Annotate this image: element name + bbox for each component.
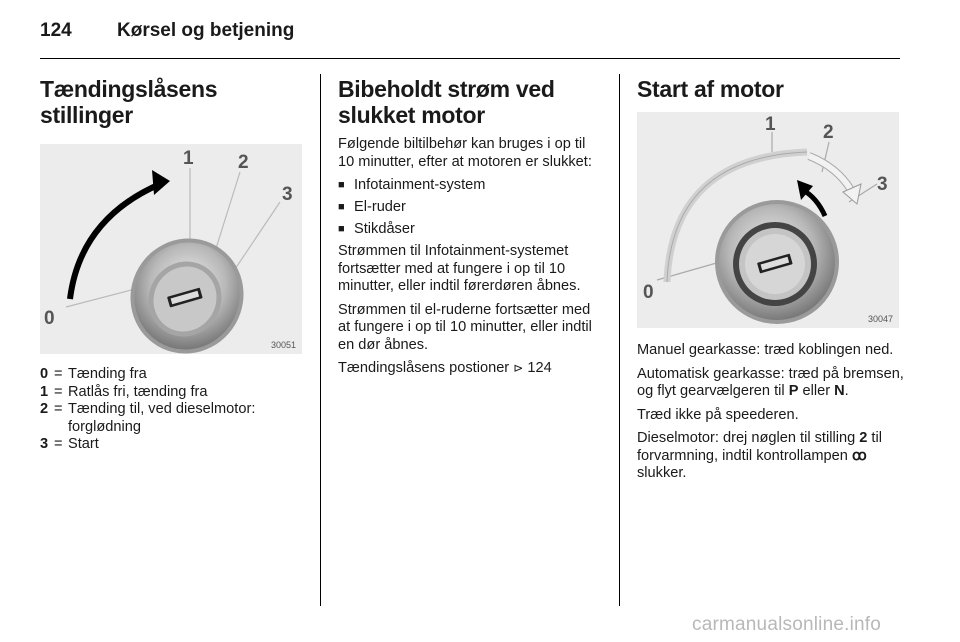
- figure1-label-3: 3: [282, 184, 293, 205]
- legend-key: 1: [40, 383, 49, 400]
- legend-text: Start: [68, 436, 99, 452]
- legend-row: [40, 366, 302, 384]
- bullet-marker: ■: [338, 179, 345, 191]
- column-divider-1: [320, 74, 321, 606]
- reference-arrow-icon: ⊳: [513, 361, 524, 375]
- gear-n: N: [834, 383, 845, 399]
- bullet-marker: ■: [338, 223, 345, 235]
- ignition-lock-figure: [40, 144, 302, 354]
- accessories-list: [338, 177, 600, 239]
- legend-equals: =: [54, 436, 63, 452]
- cross-reference-text: Tændingslåsens postioner: [338, 360, 510, 376]
- section-title-ignition-positions: Tændingslåsens stillinger: [40, 76, 218, 128]
- list-item-text: Infotainment-system: [354, 177, 486, 193]
- figure2-label-3: 3: [877, 174, 888, 195]
- legend-text: Tænding til, ved dieselmotor: forglødning: [68, 401, 256, 435]
- legend-text: Tænding fra: [68, 366, 147, 382]
- chapter-title: Kørsel og betjening: [117, 20, 295, 41]
- manual-gearbox-text: Manuel gearkasse: træd koblingen ned.: [637, 342, 894, 358]
- legend-row: [40, 384, 302, 402]
- watermark: carmanualsonline.info: [692, 614, 882, 635]
- automatic-gearbox-text-start: Automatisk gearkasse: træd på bremsen, og flyt gearvælgeren til: [637, 365, 904, 399]
- figure2-code: 30047: [867, 314, 893, 324]
- column-engine-start: [637, 76, 905, 483]
- bullet-marker: ■: [338, 201, 345, 213]
- engine-start-figure: [637, 112, 899, 328]
- legend-text: Ratlås fri, tænding fra: [68, 383, 208, 400]
- glow-plug-icon: ꝏ: [851, 447, 867, 464]
- automatic-gearbox-text-or: eller: [798, 383, 835, 399]
- legend-row: [40, 401, 302, 436]
- figure1-label-2: 2: [238, 152, 249, 173]
- legend-row: [40, 436, 302, 454]
- windows-paragraph: Strømmen til el-ruderne fortsætter med at fungere i op til 10 minutter, eller indtil en dør åbnes.: [338, 301, 592, 353]
- figure1-label-1: 1: [183, 148, 194, 169]
- section-title-retained-power: Bibeholdt strøm ved slukket motor: [338, 76, 555, 128]
- diesel-text-end: slukker.: [637, 465, 687, 481]
- automatic-gearbox-text: [637, 366, 905, 401]
- list-item: [338, 221, 600, 239]
- figure2-label-0: 0: [643, 282, 654, 303]
- retained-power-intro: Følgende biltilbehør kan bruges i op til 10 minutter, efter at motoren er slukket:: [338, 136, 592, 170]
- column-retained-power: [338, 76, 600, 378]
- no-accelerator-text: Træd ikke på speederen.: [637, 406, 799, 423]
- figure2-label-1: 1: [765, 114, 776, 135]
- infotainment-paragraph: Strømmen til Infotainment-systemet fortsætter med at fungere i op til 10 minutter, eller indtil førerdøren åbnes.: [338, 243, 581, 294]
- column-ignition-positions: [40, 76, 302, 454]
- diesel-text-start: Dieselmotor: drej nøglen til stilling: [637, 430, 860, 446]
- legend-key: 2: [40, 401, 49, 417]
- list-item-text: El-ruder: [354, 199, 406, 215]
- cross-reference-page: 124: [527, 360, 552, 376]
- figure1-label-0: 0: [44, 308, 55, 329]
- gear-p: P: [788, 383, 799, 399]
- diesel-text: [637, 430, 905, 483]
- list-item: [338, 177, 600, 195]
- legend-equals: =: [54, 366, 63, 382]
- automatic-gearbox-text-end: .: [844, 383, 849, 399]
- section-title-engine-start: Start af motor: [637, 76, 784, 102]
- figure1-code: 30051: [270, 340, 296, 350]
- header-rule: [40, 58, 900, 59]
- list-item: [338, 199, 600, 217]
- position-2: 2: [859, 430, 868, 446]
- cross-reference: [338, 360, 600, 378]
- diesel-text-mid: til forvarmning, indtil kontrollampen: [637, 430, 882, 464]
- legend-key: 3: [40, 436, 49, 452]
- ignition-positions-legend: [40, 366, 302, 454]
- figure2-label-2: 2: [823, 122, 834, 143]
- legend-equals: =: [54, 401, 63, 417]
- page-number: 124: [40, 20, 72, 41]
- list-item-text: Stikdåser: [354, 221, 415, 237]
- legend-key: 0: [40, 366, 49, 382]
- column-divider-2: [619, 74, 620, 606]
- legend-equals: =: [54, 383, 63, 400]
